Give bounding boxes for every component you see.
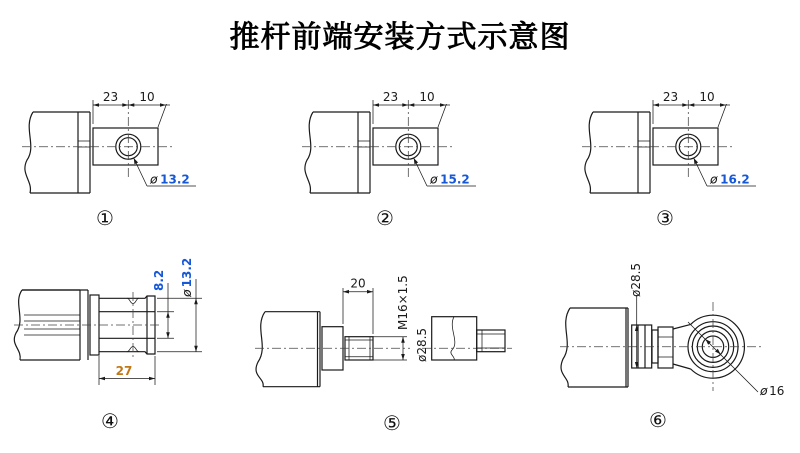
figure-clevis-hole-fig2 [300,88,490,233]
figure-index-label: ⑥ [649,408,667,432]
rod-end-drawing [555,245,800,440]
figure-index-label: ③ [656,206,674,230]
dia-label [429,172,470,187]
centerlines [14,292,160,358]
dim-b-text: 10 [139,90,155,104]
slot-width-text: 8.2 [152,269,166,291]
dim-a-text: 23 [662,90,679,104]
figure-index-label: ① [96,206,114,230]
thread-length-text: 20 [350,276,366,291]
collar-dia-text: ø28.5 [629,262,643,297]
dimension-23-10 [373,90,450,127]
diameter-callout [414,158,476,187]
dia-label [149,172,190,187]
bore-dia-label [759,383,784,398]
dia-value-text: 15.2 [440,172,470,187]
bore-value-text: 16 [769,384,785,398]
bore-symbol-text: ø [760,383,768,398]
figure-index-label: ② [376,206,394,230]
dimension-collar-diameter [629,263,643,368]
dimension-bore [688,322,784,398]
figure-rod-end-bearing [555,245,800,440]
rod-body [561,308,628,387]
diameter-callout [694,158,756,187]
rod-body [585,112,650,193]
dia-value-text: 13.2 [160,172,190,187]
dimension-23-10 [93,90,170,127]
dia-symbol-text: ø [430,171,438,187]
fork-dia-label [179,258,194,298]
dim-b-text: 10 [419,90,435,104]
diameter-callout [134,158,196,187]
dimension-fork-length [99,356,155,385]
dia-value-text: 16.2 [720,172,750,187]
fork-dia-symbol-text: ø [179,289,194,297]
figure-clevis-hole-fig3 [580,88,770,233]
rod-body [25,112,90,193]
figure-index-label: ④ [101,409,119,433]
dia-symbol-text: ø [710,171,718,187]
figure-index-label: ⑤ [383,411,401,435]
dim-a-text: 23 [102,90,119,104]
figure-clevis-hole-fig1 [20,88,210,233]
figure-fork-end [10,245,225,440]
adapter-part [432,317,505,360]
dimension-thread-length [343,277,373,335]
dimension-23-10 [653,90,730,127]
centerlines [560,302,763,391]
figure-threaded-end [250,250,520,440]
dim-b-text: 10 [699,90,715,104]
rod-body [305,112,370,193]
dia-label [709,172,750,187]
fork-length-text: 27 [115,364,133,378]
dim-a-text: 23 [382,90,399,104]
adapter-dia-text: ø28.5 [415,327,429,362]
dimension-thread-spec [373,275,410,360]
fork-dia-value-text: 13.2 [180,257,194,288]
thread-spec-text: M16×1.5 [396,275,410,330]
rod-body [256,312,320,387]
page-title: 推杆前端安装方式示意图 [229,20,571,55]
dia-symbol-text: ø [150,171,158,187]
